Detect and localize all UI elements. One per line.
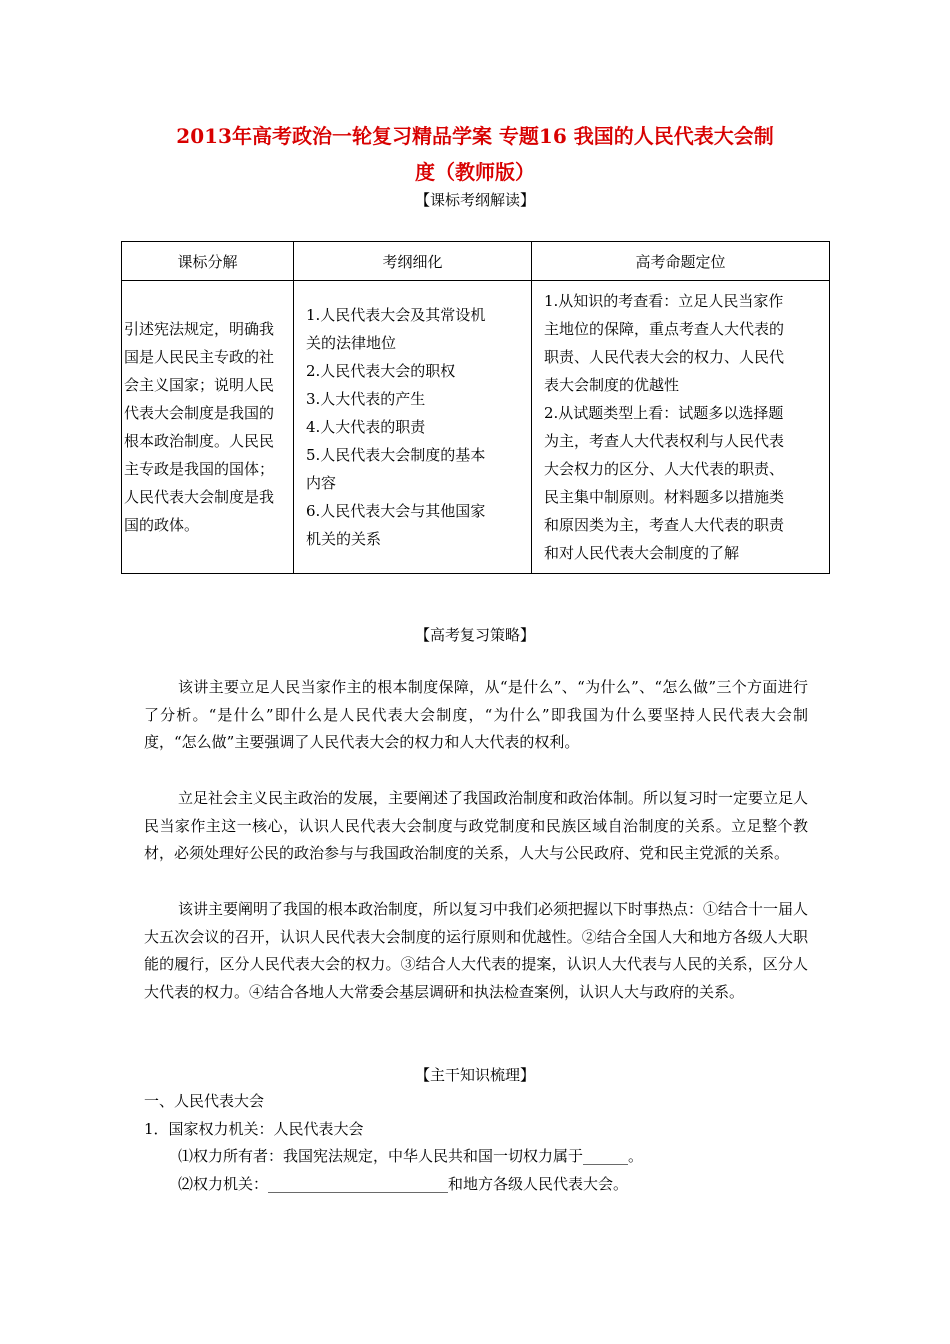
cell-line: 和对人民代表大会制度的了解 [544,544,740,562]
document-title [120,118,830,190]
cell-line: 2.人民代表大会的职权 [306,362,456,380]
cell-line: 表大会制度的优越性 [544,376,680,394]
cell-line: 4.人大代表的职责 [306,418,426,436]
strategy-paragraph: 立足社会主义民主政治的发展，主要阐述了我国政治制度和政治体制。所以复习时一定要立足人民当家作主这一核心，认识人民代表大会制度与政党制度和民族区域自治制度的关系。立足整个教材，必须处理好公民的政治参与与我国政治制度的关系，人大与公民政府、党和民主党派的关系。 [144,789,809,862]
table-header-row [122,242,830,281]
outline-heading: 【课标考纲解读】 [414,191,535,209]
cell-line: 职责、人民代表大会的权力、人民代 [544,348,785,366]
cell-line: 会主义国家；说明人民 [124,376,275,394]
knowledge-item: 1．国家权力机关：人民代表大会 [144,1120,364,1138]
header-cell: 课标分解 [122,242,294,281]
standard-breakdown-cell [122,281,294,574]
cell-line: 民主集中制原则。材料题多以措施类 [544,488,785,506]
header-cell: 考纲细化 [294,242,532,281]
cell-line: 主地位的保障，重点考查人大代表的 [544,320,785,338]
cell-line: 内容 [306,474,337,492]
knowledge-subitem: ⑵权力机关：________________________和地方各级人民代表大会。 [178,1175,629,1193]
cell-line: 5.人民代表大会制度的基本 [306,446,486,464]
cell-line: 国的政体。 [124,516,200,534]
syllabus-detail-cell [294,281,532,574]
strategy-paragraph: 该讲主要立足人民当家作主的根本制度保障，从“是什么”、“为什么”、“怎么做”三个方面进行了分析。“是什么”即什么是人民代表大会制度，“为什么”即我国为什么要坚持人民代表大会制度，“怎么做”主要强调了人民代表大会的权力和人大代表的权利。 [144,678,808,751]
cell-line: 为主，考查人大代表权利与人民代表 [544,432,785,450]
cell-line: 1.从知识的考查看：立足人民当家作 [544,292,784,310]
strategy-paragraph: 该讲主要阐明了我国的根本政治制度，所以复习中我们必须把握以下时事热点：①结合十一届人大五次会议的召开，认识人民代表大会制度的运行原则和优越性。②结合全国人大和地方各级人大职能的履行，区分人民代表大会的权力。③结合人大代表的提案，认识人大代表与人民的关系，区分人大代表的权力。④结合各地人大常委会基层调研和执法检查案例，认识人大与政府的关系。 [144,900,809,1001]
strategy-heading: 【高考复习策略】 [414,626,535,644]
cell-text [306,301,525,553]
cell-text [544,287,821,567]
title-line-1: 2013年高考政治一轮复习精品学案 专题16 我国的人民代表大会制 [176,124,774,148]
header-cell: 高考命题定位 [532,242,830,281]
cell-line: 根本政治制度。人民民 [124,432,275,450]
cell-line: 3.人大代表的产生 [306,390,426,408]
table-row [122,281,830,574]
knowledge-heading: 【主干知识梳理】 [414,1066,535,1084]
cell-line: 大会权力的区分、人大代表的职责、 [544,460,785,478]
cell-text [124,315,289,539]
cell-line: 6.人民代表大会与其他国家 [306,502,486,520]
title-line-2: 度（教师版） [415,160,535,184]
cell-line: 和原因类为主，考查人大代表的职责 [544,516,785,534]
exam-positioning-cell [532,281,830,574]
outline-table [121,241,830,574]
knowledge-subitem: ⑴权力所有者：我国宪法规定，中华人民共和国一切权力属于______。 [178,1147,644,1165]
cell-line: 引述宪法规定，明确我 [124,320,275,338]
cell-line: 主专政是我国的国体； [124,460,275,478]
cell-line: 2.从试题类型上看：试题多以选择题 [544,404,784,422]
knowledge-part-title: 一、人民代表大会 [144,1092,265,1110]
cell-line: 关的法律地位 [306,334,397,352]
cell-line: 人民代表大会制度是我 [124,488,275,506]
cell-line: 代表大会制度是我国的 [124,404,275,422]
cell-line: 机关的关系 [306,530,382,548]
cell-line: 国是人民民主专政的社 [124,348,275,366]
cell-line: 1.人民代表大会及其常设机 [306,306,486,324]
